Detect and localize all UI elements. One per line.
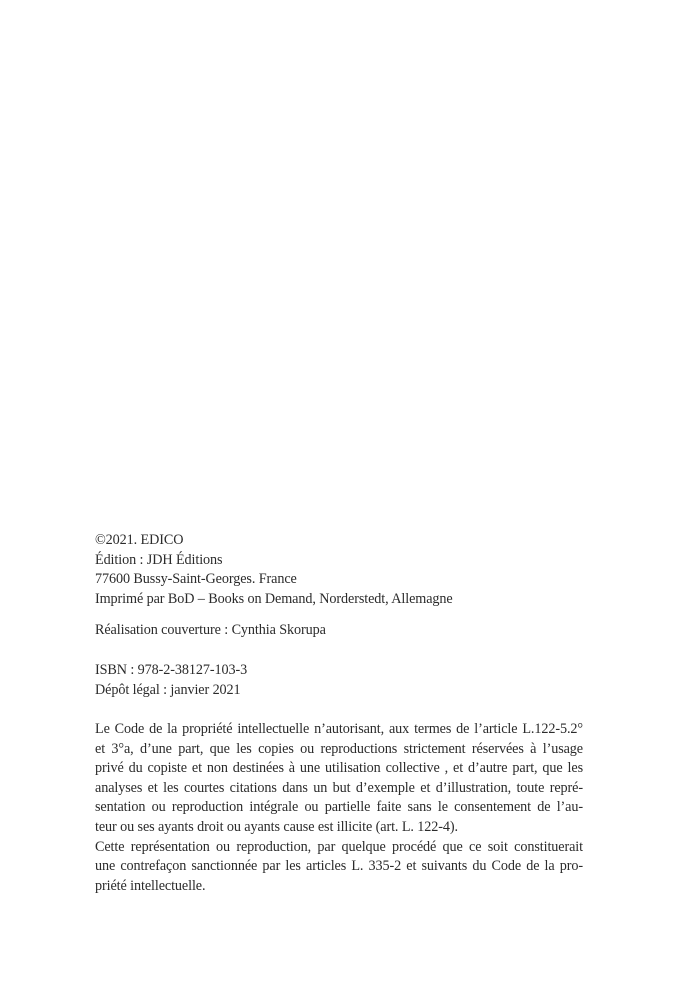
legal-notice-line: priété intellectuelle. — [95, 877, 206, 894]
legal-notice-block — [95, 720, 583, 896]
printer-line: Imprimé par BoD – Books on Demand, Norderstedt, Allemagne — [95, 590, 453, 607]
legal-notice-line: privé du copiste et non destinées à une utilisation collective , et d’autre part, que les — [95, 760, 583, 777]
legal-notice-line: Cette représentation ou reproduction, par quelque procédé que ce soit constituerait — [95, 838, 583, 855]
copyright-line: ©2021. EDICO — [95, 532, 184, 548]
imprint-block — [95, 531, 583, 609]
cover-credit-line: Réalisation couverture : Cynthia Skorupa — [95, 622, 326, 638]
legal-notice-line: une contrefaçon sanctionnée par les articles L. 335-2 et suivants du Code de la pro- — [95, 858, 583, 875]
legal-notice-line: sentation ou reproduction intégrale ou partielle faite sans le consentement de l’au- — [95, 799, 583, 816]
address-line: 77600 Bussy-Saint-Georges. France — [95, 571, 297, 588]
legal-notice-line: teur ou ses ayants droit ou ayants cause est illicite (art. L. 122-4). — [95, 818, 458, 835]
legal-notice-line: et 3°a, d’une part, que les copies ou reproductions strictement réservées à l’usage — [95, 740, 583, 757]
publisher-line: Édition : JDH Éditions — [95, 551, 223, 568]
legal-deposit-line: Dépôt légal : janvier 2021 — [95, 681, 241, 698]
legal-notice-line: analyses et les courtes citations dans un but d’exemple et d’illustration, toute repré- — [95, 779, 583, 796]
isbn-line: ISBN : 978-2-38127-103-3 — [95, 662, 248, 678]
cover-credit-block — [95, 621, 583, 641]
isbn-block — [95, 661, 583, 700]
legal-notice-line: Le Code de la propriété intellectuelle n’autorisant, aux termes de l’article L.122-5.2° — [95, 721, 583, 737]
